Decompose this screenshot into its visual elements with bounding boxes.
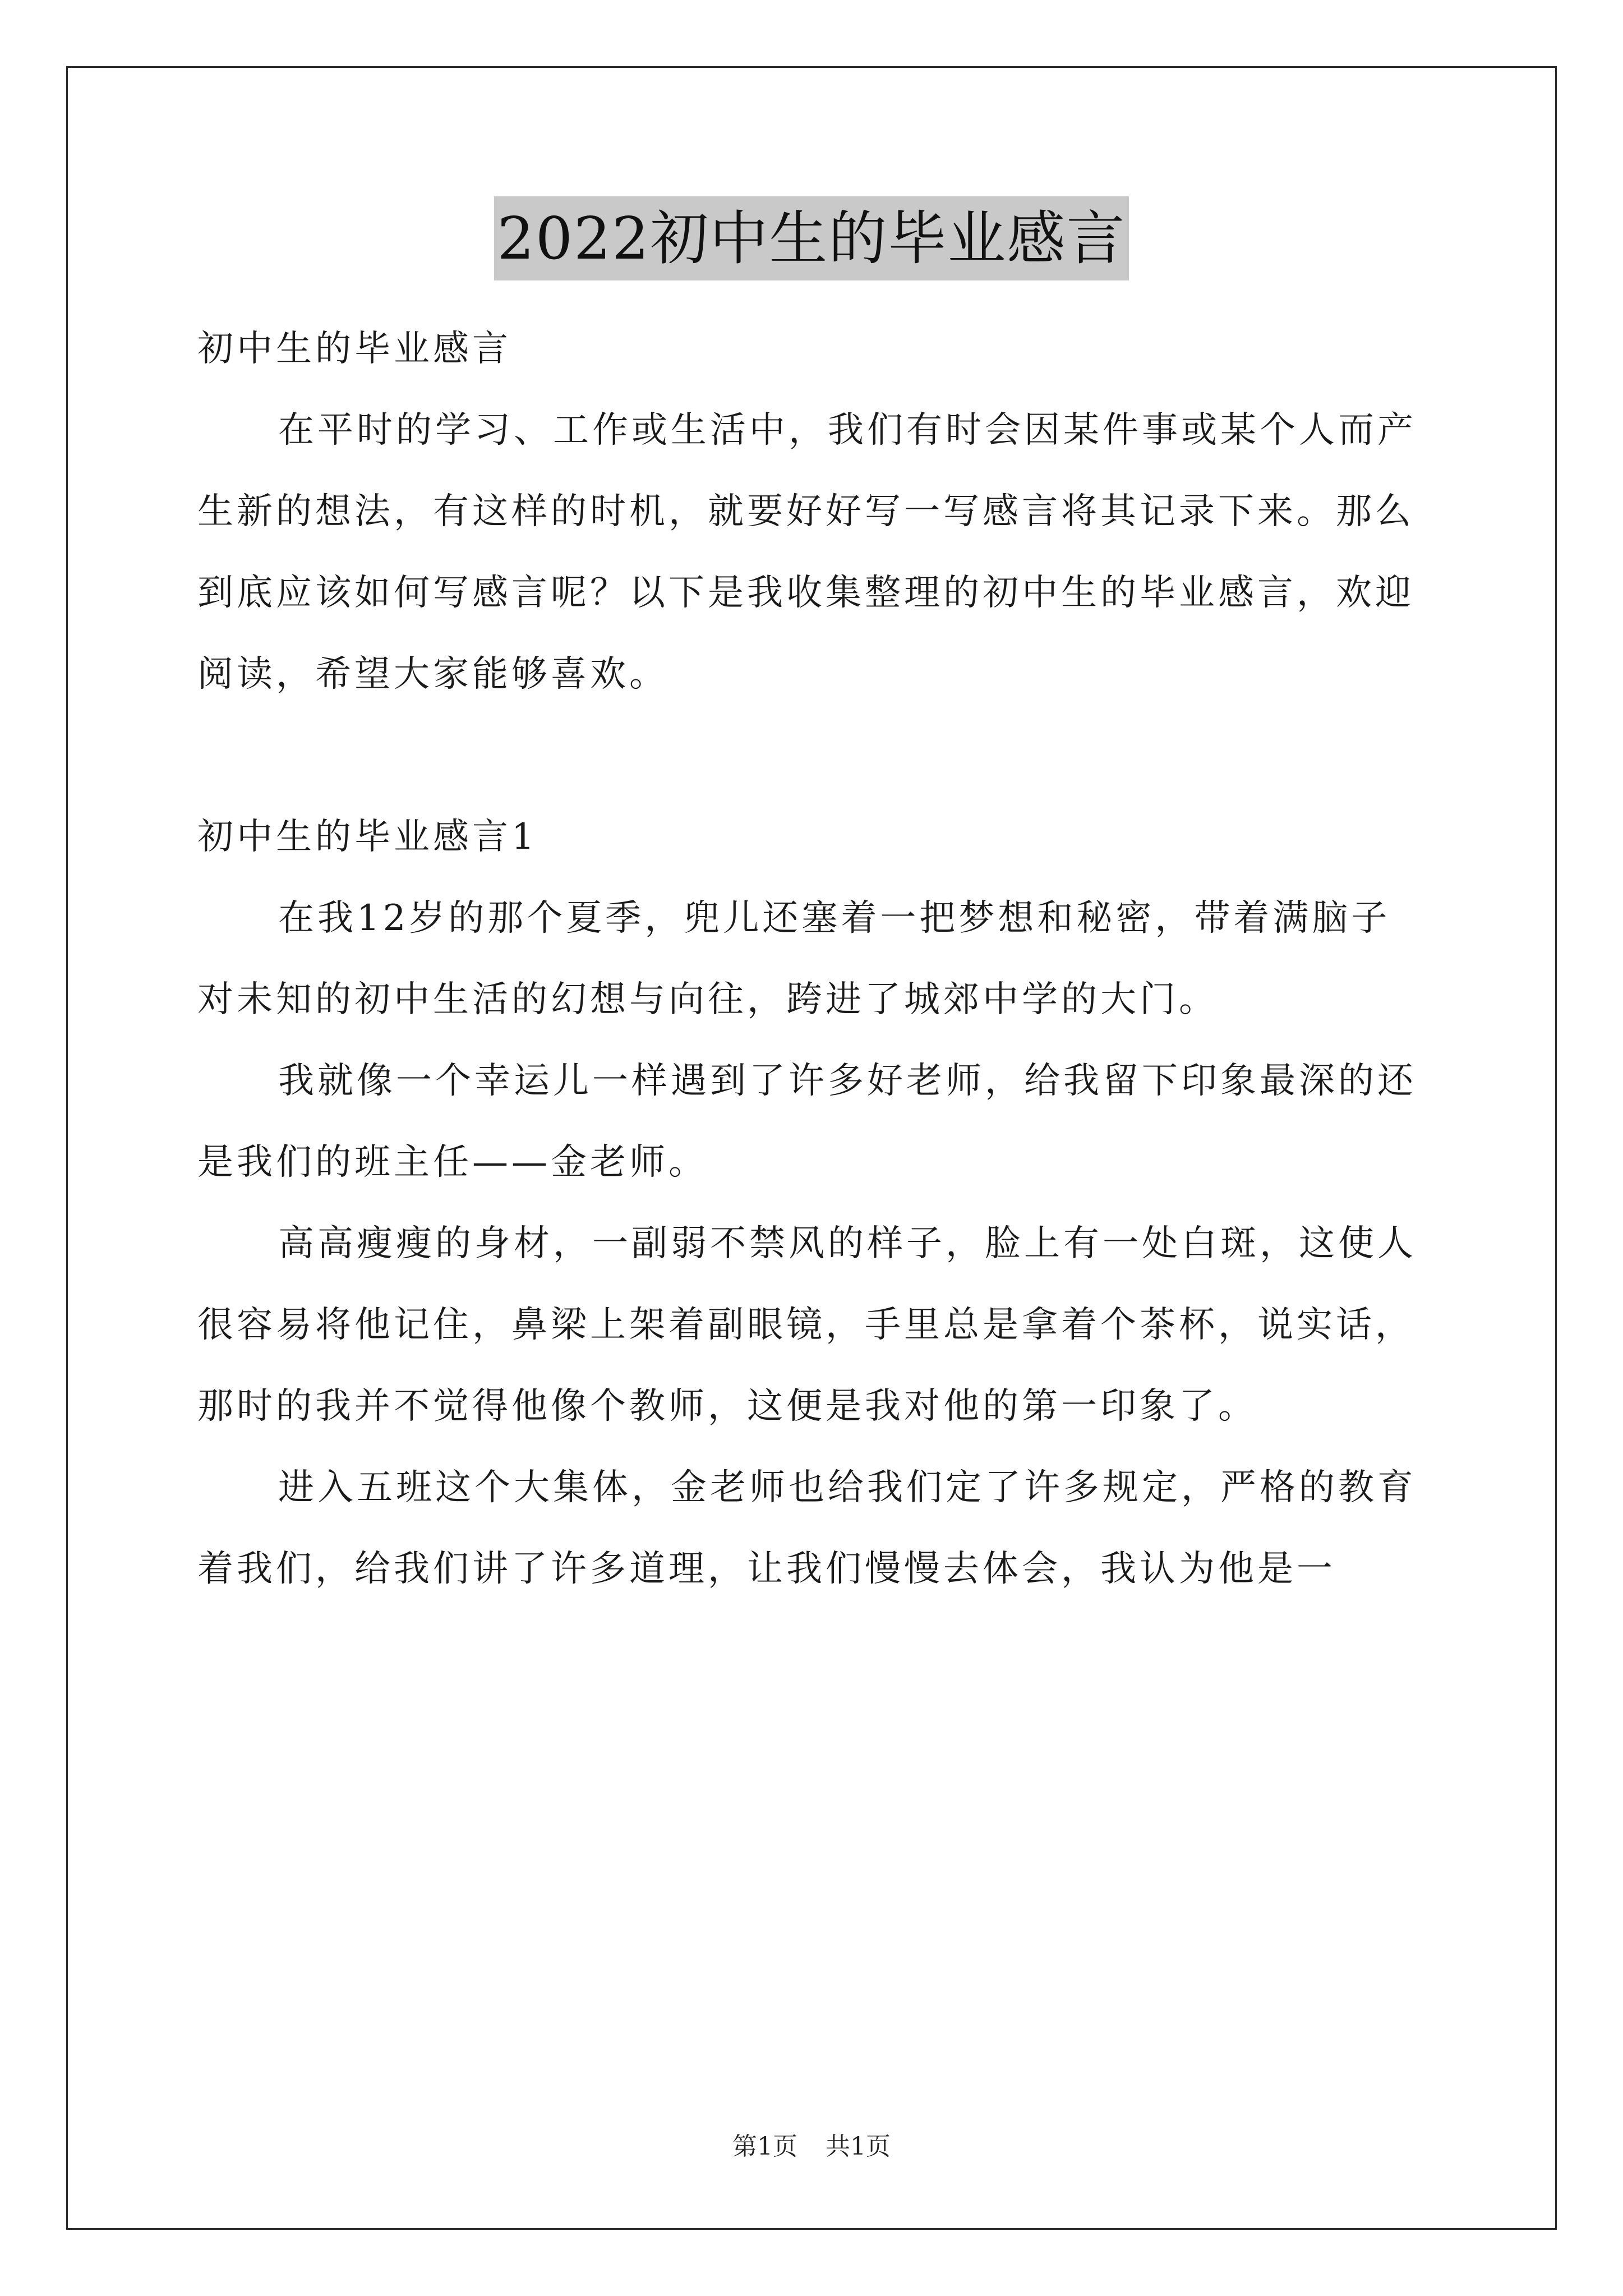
- intro-heading: 初中生的毕业感言: [197, 328, 511, 370]
- intro-paragraph: 在平时的学习、工作或生活中，我们有时会因某件事或某个人而产生新的想法，有这样的时机，就要好好写一写感言将其记录下来。那么到底应该如何写感言呢？以下是我收集整理的初中生的毕业感言，欢迎阅读，希望大家能够喜欢。: [197, 409, 1417, 695]
- body-paragraph: 在我12岁的那个夏季，兜儿还塞着一把梦想和秘密，带着满脑子对未知的初中生活的幻想与向往，跨进了城郊中学的大门。: [197, 898, 1391, 1020]
- section-heading: 初中生的毕业感言1: [197, 816, 538, 858]
- body-paragraph: 高高瘦瘦的身材，一副弱不禁风的样子，脸上有一处白斑，这使人很容易将他记住，鼻梁上架着副眼镜，手里总是拿着个茶杯，说实话，那时的我并不觉得他像个教师，这便是我对他的第一印象了。: [197, 1223, 1417, 1427]
- document-body: [197, 309, 1426, 1610]
- body-paragraph: 进入五班这个大集体，金老师也给我们定了许多规定，严格的教育着我们，给我们讲了许多道理，让我们慢慢去体会，我认为他是一: [197, 1467, 1417, 1590]
- document-title: 2022初中生的毕业感言: [494, 196, 1129, 280]
- title-container: [0, 196, 1623, 280]
- page-number-current: 第1页: [732, 2132, 797, 2161]
- page-number-total: 共1页: [826, 2132, 891, 2161]
- section-spacer: [197, 715, 1426, 797]
- page-footer: [0, 2126, 1623, 2162]
- body-paragraph: 我就像一个幸运儿一样遇到了许多好老师，给我留下印象最深的还是我们的班主任——金老师。: [197, 1060, 1417, 1183]
